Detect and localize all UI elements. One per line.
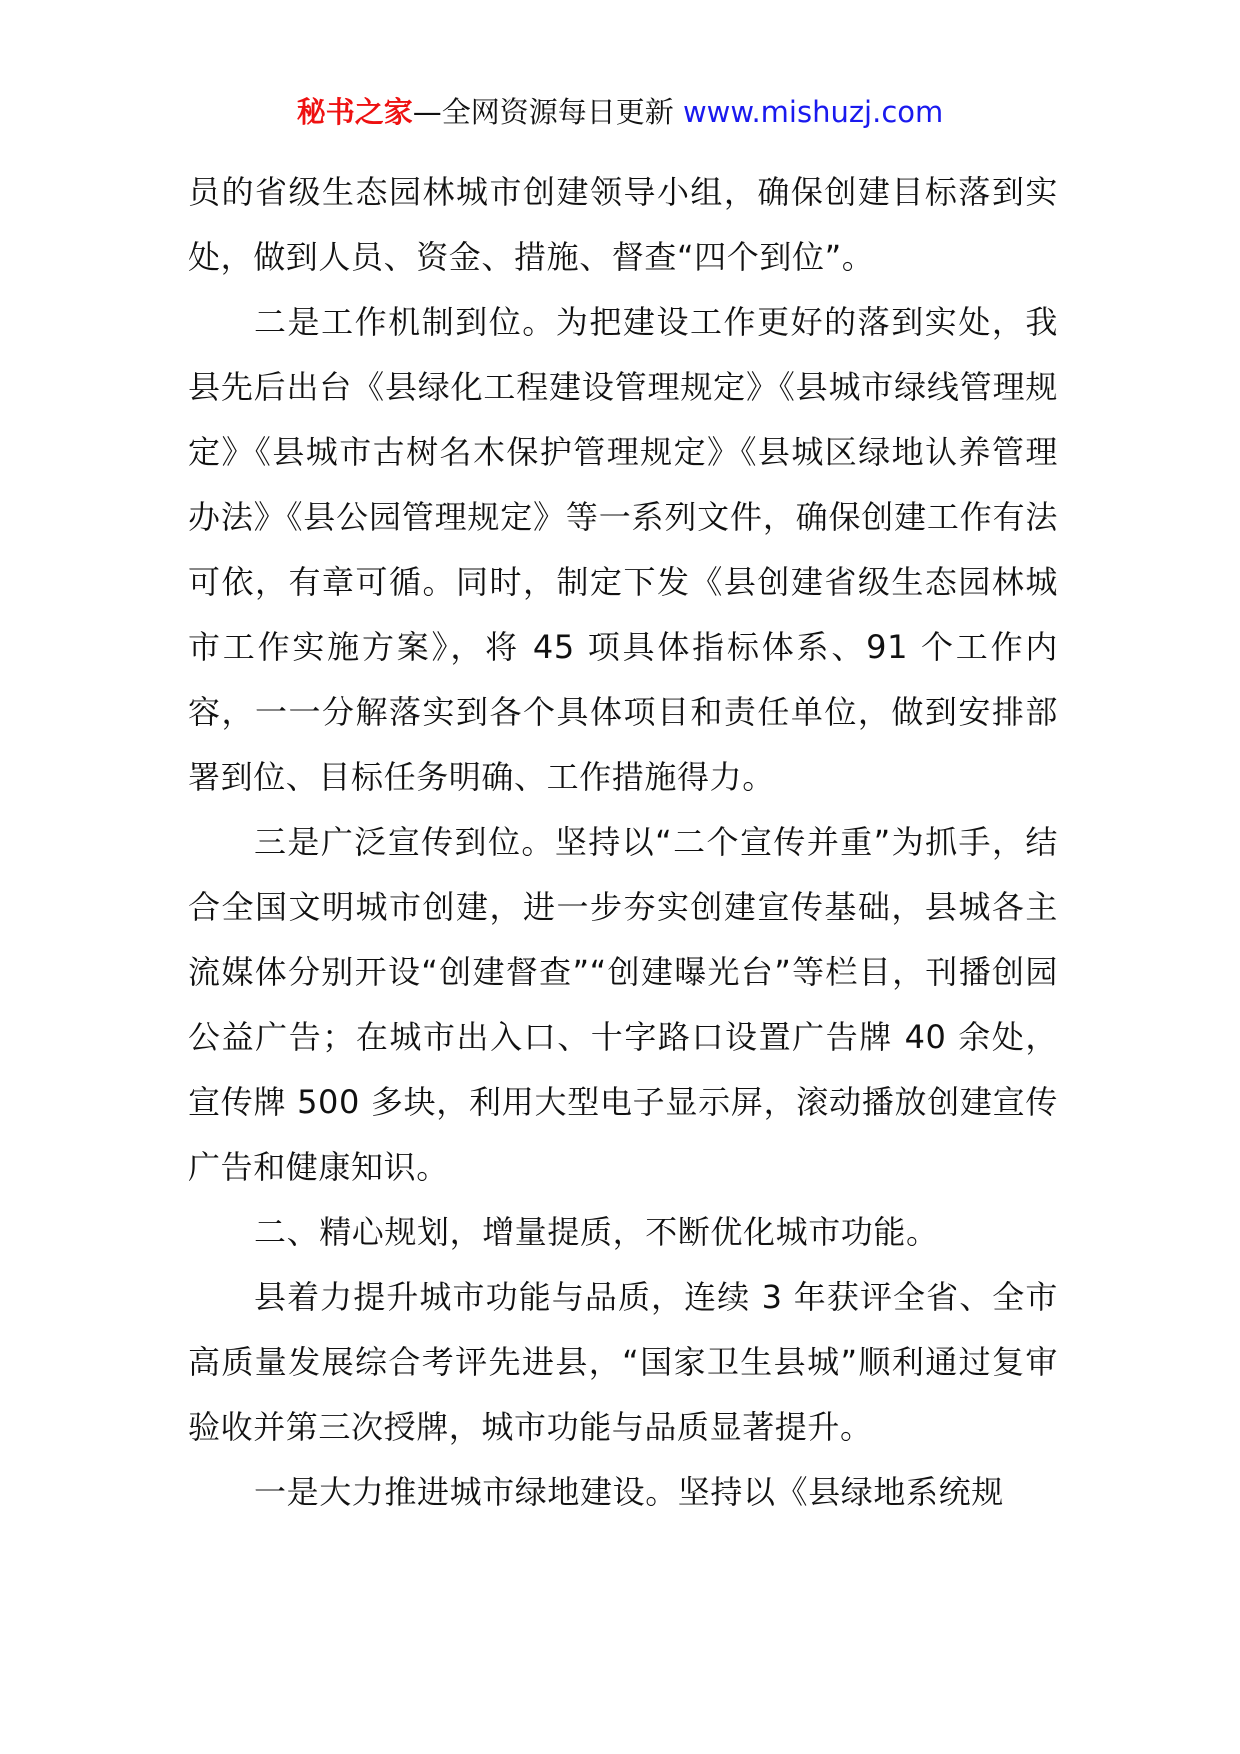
paragraph-city-function: 县着力提升城市功能与品质，连续 3 年获评全省、全市高质量发展综合考评先进县，“国家卫生县城”顺利通过复审验收并第三次授牌，城市功能与品质显著提升。 xyxy=(188,1278,1058,1446)
document-body xyxy=(188,160,1058,1525)
page-header xyxy=(0,92,1240,132)
brand-name: 秘书之家 xyxy=(296,95,413,129)
website-link[interactable]: www.mishuzj.com xyxy=(682,95,944,129)
paragraph-continued: 员的省级生态园林城市创建领导小组，确保创建目标落到实处，做到人员、资金、措施、督查“四个到位”。 xyxy=(188,173,1058,276)
paragraph-green-space: 一是大力推进城市绿地建设。坚持以《县绿地系统规 xyxy=(254,1473,1004,1511)
paragraph-publicity: 三是广泛宣传到位。坚持以“二个宣传并重”为抓手，结合全国文明城市创建，进一步夯实创建宣传基础，县城各主流媒体分别开设“创建督查”“创建曝光台”等栏目，刊播创园公益广告；在城市出入口、十字路口设置广告牌 40 余处，宣传牌 500 多块，利用大型电子显示屏，滚动播放创建宣传广告和健康知识。 xyxy=(188,823,1058,1186)
header-tagline: —全网资源每日更新 xyxy=(412,95,674,129)
paragraph-work-mechanism: 二是工作机制到位。为把建设工作更好的落到实处，我县先后出台《县绿化工程建设管理规定》《县城市绿线管理规定》《县城市古树名木保护管理规定》《县城区绿地认养管理办法》《县公园管理规定》等一系列文件，确保创建工作有法可依，有章可循。同时，制定下发《县创建省级生态园林城市工作实施方案》，将 45 项具体指标体系、91 个工作内容，一一分解落实到各个具体项目和责任单位，做到安排部署到位、目标任务明确、工作措施得力。 xyxy=(188,303,1058,796)
section-heading: 二、精心规划，增量提质，不断优化城市功能。 xyxy=(254,1213,939,1251)
